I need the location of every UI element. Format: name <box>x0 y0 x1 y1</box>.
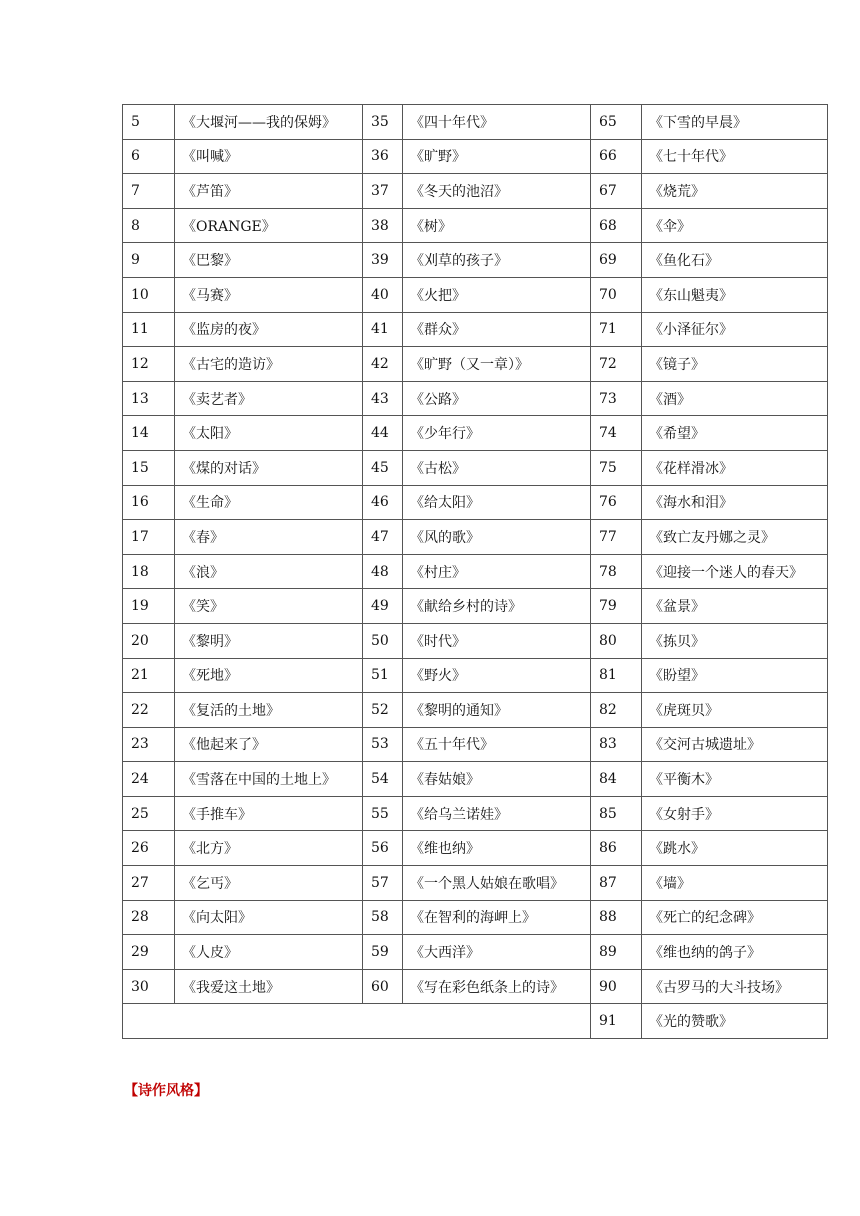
poem-number: 38 <box>363 208 403 243</box>
poem-title: 《太阳》 <box>175 416 363 451</box>
poem-number: 58 <box>363 900 403 935</box>
table-row <box>123 762 828 797</box>
poem-title: 《一个黑人姑娘在歌唱》 <box>403 866 591 901</box>
table-row <box>123 347 828 382</box>
poem-title: 《生命》 <box>175 485 363 520</box>
poem-number: 21 <box>123 658 175 693</box>
table-row <box>123 381 828 416</box>
poem-title: 《旷野》 <box>403 139 591 174</box>
poem-number: 72 <box>591 347 642 382</box>
poem-number: 18 <box>123 554 175 589</box>
poem-title: 《献给乡村的诗》 <box>403 589 591 624</box>
poem-number: 9 <box>123 243 175 278</box>
table-row <box>123 416 828 451</box>
poem-title: 《古宅的造访》 <box>175 347 363 382</box>
poem-number: 29 <box>123 935 175 970</box>
poem-title: 《雪落在中国的土地上》 <box>175 762 363 797</box>
poem-number: 40 <box>363 277 403 312</box>
poem-number: 88 <box>591 900 642 935</box>
table-row <box>123 554 828 589</box>
poem-title: 《火把》 <box>403 277 591 312</box>
table-row <box>123 312 828 347</box>
poem-number: 20 <box>123 623 175 658</box>
poem-title: 《平衡木》 <box>642 762 828 797</box>
poem-title: 《维也纳》 <box>403 831 591 866</box>
poem-title: 《小泽征尔》 <box>642 312 828 347</box>
poem-number: 54 <box>363 762 403 797</box>
poem-title: 《他起来了》 <box>175 727 363 762</box>
poem-list-body <box>123 105 828 1039</box>
poem-number: 23 <box>123 727 175 762</box>
poem-number: 30 <box>123 969 175 1004</box>
poem-title: 《给太阳》 <box>403 485 591 520</box>
poem-title: 《酒》 <box>642 381 828 416</box>
poem-number: 16 <box>123 485 175 520</box>
poem-title: 《刈草的孩子》 <box>403 243 591 278</box>
poem-title: 《大堰河——我的保姆》 <box>175 105 363 140</box>
poem-title: 《煤的对话》 <box>175 450 363 485</box>
poem-number: 85 <box>591 796 642 831</box>
poem-title: 《跳水》 <box>642 831 828 866</box>
poem-title: 《黎明》 <box>175 623 363 658</box>
poem-number: 69 <box>591 243 642 278</box>
poem-number: 53 <box>363 727 403 762</box>
table-row <box>123 623 828 658</box>
poem-list-table <box>122 104 828 1039</box>
poem-title: 《下雪的早晨》 <box>642 105 828 140</box>
section-heading-poetry-style: 【诗作风格】 <box>124 1083 208 1099</box>
table-row <box>123 520 828 555</box>
poem-title: 《黎明的通知》 <box>403 693 591 728</box>
poem-title: 《复活的土地》 <box>175 693 363 728</box>
poem-title: 《镜子》 <box>642 347 828 382</box>
poem-number: 57 <box>363 866 403 901</box>
poem-number: 60 <box>363 969 403 1004</box>
poem-title: 《东山魁夷》 <box>642 277 828 312</box>
table-row <box>123 969 828 1004</box>
poem-number: 91 <box>591 1004 642 1039</box>
table-row <box>123 727 828 762</box>
poem-number: 28 <box>123 900 175 935</box>
poem-number: 36 <box>363 139 403 174</box>
poem-title: 《人皮》 <box>175 935 363 970</box>
poem-title: 《监房的夜》 <box>175 312 363 347</box>
empty-merged-cell <box>123 1004 591 1039</box>
poem-number: 79 <box>591 589 642 624</box>
poem-title: 《盼望》 <box>642 658 828 693</box>
poem-number: 76 <box>591 485 642 520</box>
poem-title: 《芦笛》 <box>175 174 363 209</box>
table-row <box>123 589 828 624</box>
poem-number: 65 <box>591 105 642 140</box>
poem-number: 67 <box>591 174 642 209</box>
poem-number: 44 <box>363 416 403 451</box>
poem-number: 45 <box>363 450 403 485</box>
poem-number: 52 <box>363 693 403 728</box>
poem-number: 86 <box>591 831 642 866</box>
poem-number: 66 <box>591 139 642 174</box>
poem-number: 71 <box>591 312 642 347</box>
poem-number: 8 <box>123 208 175 243</box>
poem-number: 55 <box>363 796 403 831</box>
poem-number: 68 <box>591 208 642 243</box>
table-row <box>123 243 828 278</box>
table-row <box>123 900 828 935</box>
poem-title: 《手推车》 <box>175 796 363 831</box>
poem-number: 87 <box>591 866 642 901</box>
poem-title: 《伞》 <box>642 208 828 243</box>
poem-title: 《四十年代》 <box>403 105 591 140</box>
poem-title: 《ORANGE》 <box>175 208 363 243</box>
poem-number: 74 <box>591 416 642 451</box>
poem-title: 《我爱这土地》 <box>175 969 363 1004</box>
poem-number: 41 <box>363 312 403 347</box>
poem-title: 《群众》 <box>403 312 591 347</box>
poem-title: 《古罗马的大斗技场》 <box>642 969 828 1004</box>
poem-number: 73 <box>591 381 642 416</box>
poem-number: 22 <box>123 693 175 728</box>
poem-title: 《女射手》 <box>642 796 828 831</box>
poem-number: 14 <box>123 416 175 451</box>
table-row <box>123 693 828 728</box>
table-row <box>123 1004 828 1039</box>
poem-number: 10 <box>123 277 175 312</box>
poem-number: 77 <box>591 520 642 555</box>
table-row <box>123 105 828 140</box>
poem-title: 《村庄》 <box>403 554 591 589</box>
poem-number: 49 <box>363 589 403 624</box>
table-row <box>123 450 828 485</box>
poem-number: 24 <box>123 762 175 797</box>
poem-title: 《乞丐》 <box>175 866 363 901</box>
poem-title: 《墙》 <box>642 866 828 901</box>
poem-number: 43 <box>363 381 403 416</box>
poem-number: 39 <box>363 243 403 278</box>
poem-title: 《笑》 <box>175 589 363 624</box>
poem-title: 《烧荒》 <box>642 174 828 209</box>
poem-title: 《希望》 <box>642 416 828 451</box>
poem-number: 84 <box>591 762 642 797</box>
poem-title: 《风的歌》 <box>403 520 591 555</box>
poem-title: 《给乌兰诺娃》 <box>403 796 591 831</box>
poem-title: 《巴黎》 <box>175 243 363 278</box>
poem-number: 12 <box>123 347 175 382</box>
poem-number: 19 <box>123 589 175 624</box>
poem-title: 《死地》 <box>175 658 363 693</box>
poem-number: 70 <box>591 277 642 312</box>
poem-title: 《少年行》 <box>403 416 591 451</box>
poem-number: 75 <box>591 450 642 485</box>
poem-number: 13 <box>123 381 175 416</box>
table-row <box>123 796 828 831</box>
poem-title: 《海水和泪》 <box>642 485 828 520</box>
poem-title: 《迎接一个迷人的春天》 <box>642 554 828 589</box>
poem-title: 《花样滑冰》 <box>642 450 828 485</box>
poem-title: 《光的赞歌》 <box>642 1004 828 1039</box>
poem-number: 82 <box>591 693 642 728</box>
poem-number: 6 <box>123 139 175 174</box>
poem-number: 83 <box>591 727 642 762</box>
poem-title: 《春》 <box>175 520 363 555</box>
table-row <box>123 139 828 174</box>
poem-title: 《冬天的池沼》 <box>403 174 591 209</box>
poem-title: 《叫喊》 <box>175 139 363 174</box>
poem-number: 35 <box>363 105 403 140</box>
table-row <box>123 208 828 243</box>
table-row <box>123 485 828 520</box>
poem-title: 《浪》 <box>175 554 363 589</box>
poem-number: 80 <box>591 623 642 658</box>
table-row <box>123 935 828 970</box>
table-row <box>123 866 828 901</box>
poem-number: 26 <box>123 831 175 866</box>
poem-title: 《七十年代》 <box>642 139 828 174</box>
poem-title: 《五十年代》 <box>403 727 591 762</box>
poem-number: 48 <box>363 554 403 589</box>
table-row <box>123 831 828 866</box>
poem-number: 59 <box>363 935 403 970</box>
poem-title: 《旷野（又一章）》 <box>403 347 591 382</box>
poem-number: 50 <box>363 623 403 658</box>
poem-title: 《盆景》 <box>642 589 828 624</box>
table-row <box>123 174 828 209</box>
poem-number: 51 <box>363 658 403 693</box>
poem-number: 15 <box>123 450 175 485</box>
poem-number: 56 <box>363 831 403 866</box>
poem-title: 《马赛》 <box>175 277 363 312</box>
poem-number: 90 <box>591 969 642 1004</box>
poem-title: 《北方》 <box>175 831 363 866</box>
poem-title: 《致亡友丹娜之灵》 <box>642 520 828 555</box>
poem-number: 37 <box>363 174 403 209</box>
poem-title: 《鱼化石》 <box>642 243 828 278</box>
poem-number: 78 <box>591 554 642 589</box>
table-row <box>123 277 828 312</box>
poem-title: 《交河古城遗址》 <box>642 727 828 762</box>
poem-number: 5 <box>123 105 175 140</box>
poem-title: 《维也纳的鸽子》 <box>642 935 828 970</box>
poem-title: 《向太阳》 <box>175 900 363 935</box>
poem-number: 17 <box>123 520 175 555</box>
poem-title: 《公路》 <box>403 381 591 416</box>
poem-number: 81 <box>591 658 642 693</box>
poem-title: 《卖艺者》 <box>175 381 363 416</box>
poem-number: 25 <box>123 796 175 831</box>
poem-title: 《时代》 <box>403 623 591 658</box>
poem-number: 89 <box>591 935 642 970</box>
poem-number: 11 <box>123 312 175 347</box>
poem-number: 46 <box>363 485 403 520</box>
poem-title: 《拣贝》 <box>642 623 828 658</box>
poem-title: 《野火》 <box>403 658 591 693</box>
poem-number: 7 <box>123 174 175 209</box>
poem-title: 《大西洋》 <box>403 935 591 970</box>
poem-number: 27 <box>123 866 175 901</box>
poem-number: 47 <box>363 520 403 555</box>
poem-title: 《写在彩色纸条上的诗》 <box>403 969 591 1004</box>
poem-title: 《在智利的海岬上》 <box>403 900 591 935</box>
poem-title: 《树》 <box>403 208 591 243</box>
poem-number: 42 <box>363 347 403 382</box>
poem-title: 《春姑娘》 <box>403 762 591 797</box>
poem-title: 《虎斑贝》 <box>642 693 828 728</box>
poem-title: 《死亡的纪念碑》 <box>642 900 828 935</box>
table-row <box>123 658 828 693</box>
poem-title: 《古松》 <box>403 450 591 485</box>
